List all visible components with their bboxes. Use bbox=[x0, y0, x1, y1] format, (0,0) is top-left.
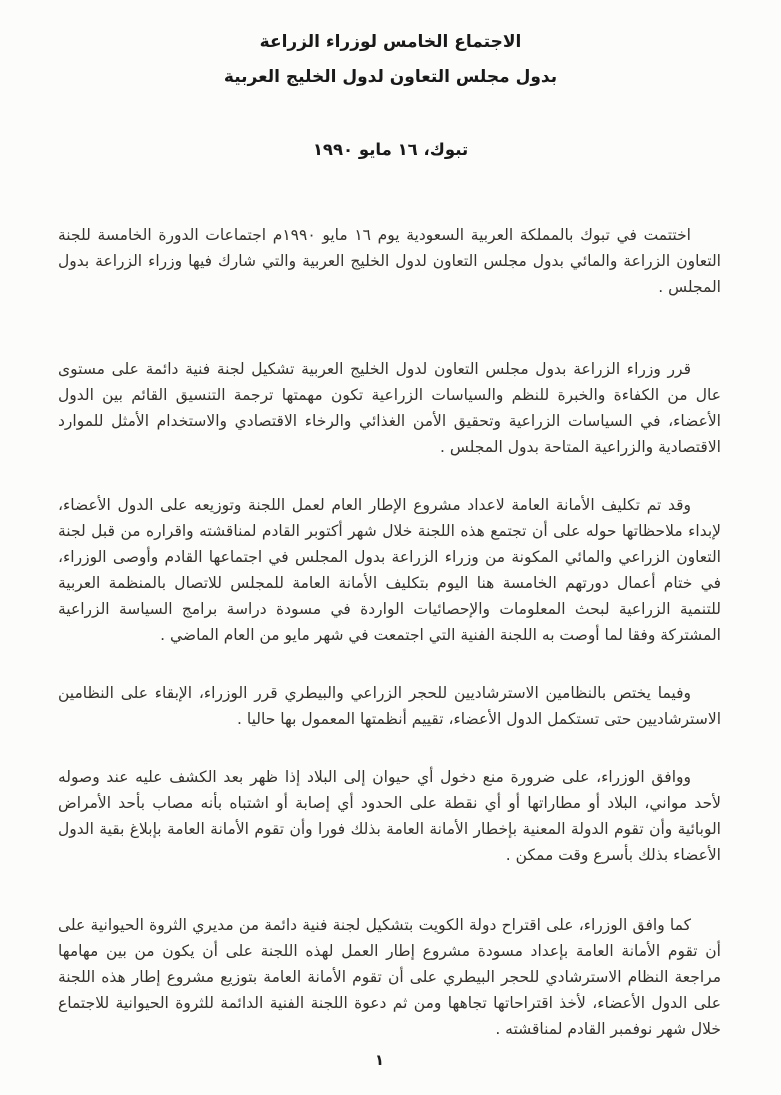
document-title-line1: الاجتماع الخامس لوزراء الزراعة bbox=[259, 32, 522, 52]
paragraph-framework-assignment: وقد تم تكليف الأمانة العامة لاعداد مشروع الإطار العام لعمل اللجنة وتوزيعه على الدول الأعضاء، لإبداء ملاحظاتها حوله على أن تجتمع هذه اللجنة خلال شهر أكتوبر القادم لمناقشته واقراره من قبل لجنة التعاون الزراعي والمائي المكونة من وزراء الزراعة بدول المجلس في اجتماعها القادم وأوصى الوزراء، في ختام أعمال دورتهم الخامسة هنا اليوم بتكليف الأمانة العامة للمجلس للاتصال بالمنظمة العربية للتنمية الزراعية لبحث المعلومات والإحصائيات الواردة في مسودة دراسة برامج السياسة الزراعية المشتركة وفقا لما أوصت به اللجنة الفنية التي اجتمعت في شهر مايو من العام الماضي . bbox=[58, 496, 721, 644]
document-title-line2: بدول مجلس التعاون لدول الخليج العربية bbox=[223, 67, 558, 87]
page-number: ١ bbox=[374, 1051, 385, 1069]
document-header bbox=[0, 0, 781, 167]
paragraph-closing-announcement: اختتمت في تبوك بالمملكة العربية السعودية يوم ١٦ مايو ١٩٩٠م اجتماعات الدورة الخامسة للجنة التعاون الزراعة والمائي بدول مجلس التعاون لدول الخليج العربية والتي شارك فيها وزراء الزراعة بدول المجلس . bbox=[58, 226, 721, 296]
paragraph-kuwait-proposal: كما وافق الوزراء، على اقتراح دولة الكويت بتشكيل لجنة فنية دائمة من مديري الثروة الحيوانية على أن تقوم الأمانة العامة بإعداد مسودة مشروع إطار العمل لهذه اللجنة على أن يكون من بين مهامها مراجعة النظام الاسترشادي للحجر البيطري على أن تقوم الأمانة العامة بتوزيع مشروع إطار هذه اللجنة على الدول الأعضاء، لأخذ اقتراحاتها تجاهها ومن ثم دعوة اللجنة الفنية الدائمة للثروة الحيوانية للاجتماع خلال شهر نوفمبر القادم لمناقشته . bbox=[58, 916, 721, 1038]
paragraph-technical-committee-decision: قرر وزراء الزراعة بدول مجلس التعاون لدول الخليج العربية تشكيل لجنة فنية دائمة على مستوى عال من الكفاءة والخبرة للنظم والسياسات الزراعية تكون مهمتها ترجمة التنسيق القائم بين الدول الأعضاء، في السياسات الزراعية وتحقيق الأمن الغذائي والرخاء الاقتصادي والاستخدام الأمثل للموارد الاقتصادية والزراعية المتاحة بدول المجلس . bbox=[58, 360, 721, 456]
paragraph-animal-entry-ban: ووافق الوزراء، على ضرورة منع دخول أي حيوان إلى البلاد إذا ظهر بعد الكشف عليه عند وصوله لأحد مواني، البلاد أو مطاراتها أو أي نقطة على الحدود أي إصابة أو اشتباه بأنه مصاب بأحد الأمراض الوبائية وأن تقوم الدولة المعنية بإخطار الأمانة العامة بذلك فورا وأن تقوم الأمانة العامة بإبلاغ بقية الدول الأعضاء بذلك بأسرع وقت ممكن . bbox=[58, 768, 721, 864]
document-body bbox=[0, 222, 781, 1042]
paragraph-quarantine-systems: وفيما يختص بالنظامين الاسترشاديين للحجر الزراعي والبيطري قرر الوزراء، الإبقاء على النظامين الاسترشاديين حتى تستكمل الدول الأعضاء، تقييم أنظمتها المعمول بها حاليا . bbox=[58, 684, 721, 728]
document-date: تبوك، ١٦ مايو ١٩٩٠ bbox=[312, 140, 469, 159]
